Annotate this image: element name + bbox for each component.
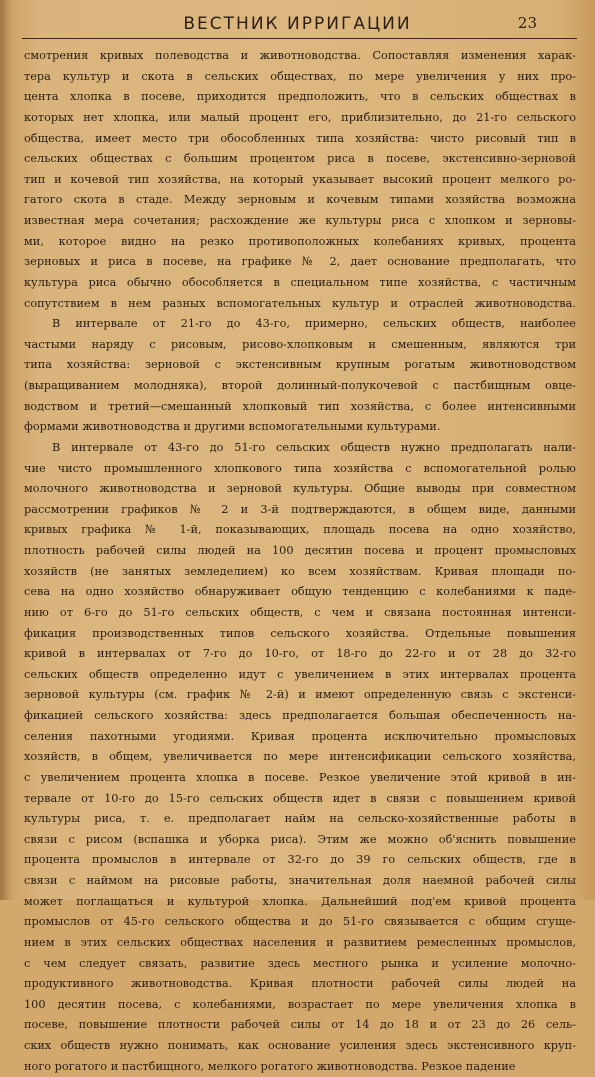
text-line: частыми наряду с рисовым, рисово-хлопковым и смешенным, являются три	[24, 337, 576, 351]
text-line: кривой в интервалах от 7-го до 10-го, от 18-го до 22-го и от 28 до 32-го	[24, 647, 576, 661]
text-line: (выращиванием молодняка), второй долинный-полукочевой с пастбищным овце-	[24, 379, 576, 392]
text-line: хозяйств, в общем, увеличивается по мере интенсификации сельского хозяйства,	[24, 750, 576, 764]
text-line: смотрения кривых полеводства и животноводства. Сопоставляя изменения харак-	[24, 49, 576, 62]
text-line: нию от 6-го до 51-го сельских обществ, с чем и связана постоянная интенси-	[24, 605, 576, 619]
text-line: зерновых и риса в посеве, на графике № 2, дает основание предполагать, что	[24, 255, 576, 269]
text-line: нием в этих сельских обществах населения и развитием ремесленных промыслов,	[24, 935, 576, 949]
text-line: связи с наймом на рисовые работы, значительная доля наемной рабочей силы	[24, 874, 576, 887]
text-line: сева на одно хозяйство обнаруживает общую тенденцию с колебаниями к паде-	[24, 585, 576, 599]
text-line: 100 десятин посева, с колебаниями, возрастает по мере увеличения хлопка в	[24, 997, 576, 1011]
text-line: сопутствием в нем разных вспомогательных культур и отраслей животноводства.	[24, 296, 576, 310]
text-line: с чем следует связать, развитие здесь местного рынка и усиление молочно-	[24, 956, 576, 970]
text-line: ми, которое видно на резко противоположных колебаниях кривых, процента	[24, 234, 576, 248]
text-line: В интервале от 21-го до 43-го, примерно, сельских обществ, наиболее	[52, 317, 576, 331]
text-line: рассмотрении графиков № 2 и 3-й подтверждаются, в общем виде, данными	[24, 502, 576, 516]
text-line: процента промыслов в интервале от 32-го до 39 го сельских обществ, где в	[24, 853, 576, 867]
text-line: может поглащаться и культурой хлопка. Дальнейший под'ем кривой процента	[24, 894, 576, 908]
page-edge-stain	[0, 0, 10, 900]
text-line: общества, имеет место три обособленных типа хозяйства: чисто рисовый тип в	[24, 131, 576, 145]
running-header	[0, 8, 595, 36]
text-line: продуктивного животноводства. Кривая плотности рабочей силы людей на	[24, 977, 576, 991]
header-rule	[22, 38, 577, 39]
text-line: тервале от 10-го до 15-го сельских обществ идет в связи с повышением кривой	[24, 791, 576, 805]
text-line: водством и третий—смешанный хлопковый тип хозяйства, с более интенсивными	[24, 399, 576, 413]
text-line: чие чисто промышленного хлопкового типа хозяйства с вспомогательной ролью	[24, 461, 576, 475]
page-number: 23	[517, 14, 537, 32]
text-line: гатого скота в стаде. Между зерновым и кочевым типами хозяйства возможна	[24, 193, 576, 207]
text-line: хозяйств (не занятых земледелием) ко всем хозяйствам. Кривая площади по-	[24, 564, 576, 578]
text-line: молочного животноводства и зерновой культуры. Общие выводы при совместном	[24, 482, 576, 496]
text-line: промыслов от 45-го сельского общества и до 51-го связывается с общим сгуще-	[24, 915, 576, 929]
text-line: известная мера сочетания; расхождение же культуры риса с хлопком и зерновы-	[24, 214, 576, 227]
text-line: цента хлопка в посеве, приходится предположить, что в сельских обществах в	[24, 90, 576, 104]
text-line: фикацией сельского хозяйства: здесь предполагается большая обеспеченность на-	[24, 709, 576, 722]
text-line: сельских обществ определенно идут с увеличением в этих интервалах процента	[24, 667, 576, 681]
text-line: культура риса обычно обособляется в специальном типе хозяйства, с частичным	[24, 275, 576, 289]
text-line: культуры риса, т. е. предполагает найм на сельско-хозяйственные работы в	[24, 812, 576, 826]
text-line: плотность рабочей силы людей на 100 десятин посева и процент промысловых	[24, 544, 576, 557]
text-line: типа хозяйства: зерновой с экстенсивным крупным рогатым животноводством	[24, 358, 576, 372]
text-line: сельских обществах с большим процентом риса в посеве, экстенсивно-зерновой	[24, 152, 576, 166]
journal-title: ВЕСТНИК ИРРИГАЦИИ	[183, 14, 412, 34]
text-line: ских обществ нужно понимать, как основание усиления здесь экстенсивного круп-	[24, 1039, 576, 1052]
body-text	[24, 46, 576, 1077]
text-line: формами животноводства и другими вспомогательными культурами.	[24, 420, 441, 434]
text-line: с увеличением процента хлопка в посеве. Резкое увеличение этой кривой в ин-	[24, 770, 576, 784]
text-line: тип и кочевой тип хозяйства, на который указывает высокий процент мелкого ро-	[24, 172, 576, 186]
text-line: фикация производственных типов сельского хозяйства. Отдельные повышения	[24, 626, 576, 640]
text-line: кривых графика № 1-й, показывающих, площадь посева на одно хозяйство,	[24, 523, 576, 537]
text-line: В интервале от 43-го до 51-го сельских обществ нужно предполагать нали-	[52, 440, 576, 454]
text-line: связи с рисом (вспашка и уборка риса). Этим же можно об'яснить повышение	[24, 832, 576, 846]
text-line: ного рогатого и пастбищного, мелкого рогатого животноводства. Резкое падение	[24, 1059, 516, 1073]
text-line: селения пахотными угодиями. Кривая процента исключительно промысловых	[24, 729, 576, 743]
text-line: которых нет хлопка, или малый процент его, приблизительно, до 21-го сельского	[24, 110, 576, 124]
text-line: зерновой культуры (см. график № 2-й) и имеют определенную связь с экстенси-	[24, 688, 576, 702]
text-line: посеве, повышение плотности рабочей силы от 14 до 18 и от 23 до 26 сель-	[24, 1018, 576, 1032]
text-line: тера культур и скота в сельских обществах, по мере увеличения у них про-	[24, 69, 576, 83]
